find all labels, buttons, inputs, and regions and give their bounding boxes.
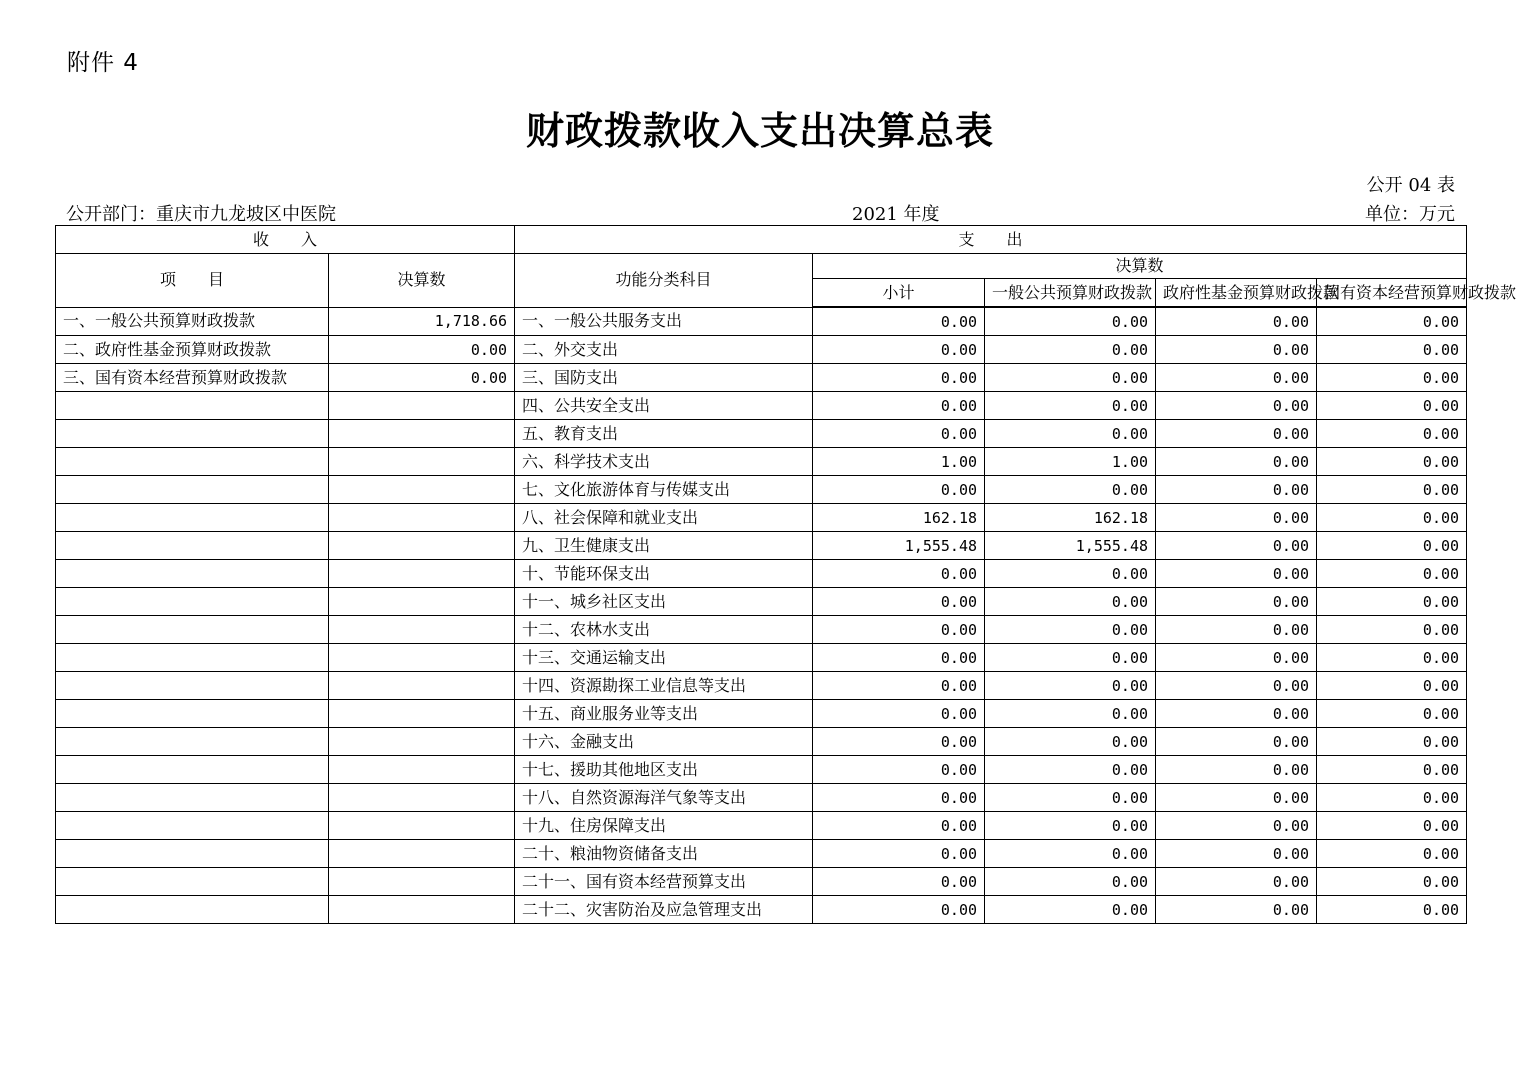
table-row — [56, 840, 1467, 868]
table-row — [56, 644, 1467, 672]
income-item-cell — [56, 644, 329, 672]
table-row — [56, 868, 1467, 896]
income-item-cell — [56, 476, 329, 504]
subtotal-cell: 162.18 — [813, 504, 985, 532]
gov-fund-cell: 0.00 — [1156, 560, 1317, 588]
table-row — [56, 392, 1467, 420]
function-category-cell: 六、科学技术支出 — [515, 448, 813, 476]
general-budget-cell: 0.00 — [985, 336, 1156, 364]
subtotal-cell: 0.00 — [813, 364, 985, 392]
gov-fund-cell: 0.00 — [1156, 307, 1317, 336]
final-accounts-table — [55, 225, 1517, 924]
general-budget-cell: 0.00 — [985, 672, 1156, 700]
page-title: 财政拨款收入支出决算总表 — [525, 108, 994, 153]
function-category-cell: 四、公共安全支出 — [515, 392, 813, 420]
state-capital-cell: 0.00 — [1317, 784, 1467, 812]
general-budget-cell: 162.18 — [985, 504, 1156, 532]
table-row — [56, 896, 1467, 924]
state-capital-cell: 0.00 — [1317, 307, 1467, 336]
subtotal-cell: 0.00 — [813, 616, 985, 644]
gov-fund-cell: 0.00 — [1156, 840, 1317, 868]
general-budget-cell: 1,555.48 — [985, 532, 1156, 560]
state-capital-cell: 0.00 — [1317, 448, 1467, 476]
income-amount-cell — [329, 616, 515, 644]
subtotal-cell: 0.00 — [813, 476, 985, 504]
gov-fund-cell: 0.00 — [1156, 448, 1317, 476]
income-section-header: 收 入 — [56, 226, 515, 254]
income-item-cell — [56, 560, 329, 588]
general-budget-cell: 0.00 — [985, 840, 1156, 868]
income-item-cell — [56, 448, 329, 476]
general-budget-cell: 0.00 — [985, 392, 1156, 420]
state-capital-cell: 0.00 — [1317, 560, 1467, 588]
function-category-cell: 二十一、国有资本经营预算支出 — [515, 868, 813, 896]
income-amount-cell — [329, 532, 515, 560]
gov-fund-cell: 0.00 — [1156, 532, 1317, 560]
function-category-cell: 十四、资源勘探工业信息等支出 — [515, 672, 813, 700]
table-row — [56, 700, 1467, 728]
income-item-cell — [56, 616, 329, 644]
general-budget-cell: 0.00 — [985, 307, 1156, 336]
income-amount-cell — [329, 420, 515, 448]
income-item-cell — [56, 672, 329, 700]
table-row — [56, 448, 1467, 476]
function-category-cell: 二十二、灾害防治及应急管理支出 — [515, 896, 813, 924]
general-budget-cell: 0.00 — [985, 896, 1156, 924]
final-amount-group-header: 决算数 — [813, 254, 1467, 279]
income-item-cell — [56, 392, 329, 420]
gov-fund-cell: 0.00 — [1156, 504, 1317, 532]
gov-fund-cell: 0.00 — [1156, 476, 1317, 504]
table-row — [56, 364, 1467, 392]
attachment-label: 附件 4 — [67, 50, 139, 76]
table-row — [56, 560, 1467, 588]
gov-fund-cell: 0.00 — [1156, 364, 1317, 392]
income-item-cell — [56, 784, 329, 812]
income-amount-cell — [329, 784, 515, 812]
function-category-cell: 二十、粮油物资储备支出 — [515, 840, 813, 868]
gov-fund-cell: 0.00 — [1156, 756, 1317, 784]
income-item-cell — [56, 896, 329, 924]
subtotal-cell: 0.00 — [813, 560, 985, 588]
function-category-cell: 十二、农林水支出 — [515, 616, 813, 644]
function-category-cell: 十九、住房保障支出 — [515, 812, 813, 840]
function-category-column-header: 功能分类科目 — [515, 254, 813, 308]
item-column-header: 项 目 — [56, 254, 329, 308]
state-capital-cell: 0.00 — [1317, 476, 1467, 504]
income-item-cell — [56, 840, 329, 868]
state-capital-cell: 0.00 — [1317, 728, 1467, 756]
gov-fund-cell: 0.00 — [1156, 336, 1317, 364]
gov-fund-column-header: 政府性基金预算财政拨款 — [1156, 279, 1317, 308]
function-category-cell: 十一、城乡社区支出 — [515, 588, 813, 616]
income-item-cell — [56, 728, 329, 756]
state-capital-cell: 0.00 — [1317, 504, 1467, 532]
income-amount-cell — [329, 588, 515, 616]
income-amount-cell — [329, 448, 515, 476]
income-amount-cell — [329, 896, 515, 924]
income-amount-cell: 0.00 — [329, 336, 515, 364]
subtotal-cell: 0.00 — [813, 756, 985, 784]
state-capital-cell: 0.00 — [1317, 392, 1467, 420]
table-row — [56, 812, 1467, 840]
income-item-cell — [56, 700, 329, 728]
gov-fund-cell: 0.00 — [1156, 588, 1317, 616]
gov-fund-cell: 0.00 — [1156, 392, 1317, 420]
state-capital-cell: 0.00 — [1317, 588, 1467, 616]
table-body — [56, 307, 1467, 924]
subtotal-cell: 0.00 — [813, 672, 985, 700]
subtotal-column-header: 小计 — [813, 279, 985, 308]
state-capital-cell: 0.00 — [1317, 700, 1467, 728]
table-row — [56, 756, 1467, 784]
subtotal-cell: 1,555.48 — [813, 532, 985, 560]
state-capital-cell: 0.00 — [1317, 420, 1467, 448]
state-capital-cell: 0.00 — [1317, 756, 1467, 784]
general-budget-cell: 0.00 — [985, 644, 1156, 672]
function-category-cell: 十八、自然资源海洋气象等支出 — [515, 784, 813, 812]
income-amount-cell: 0.00 — [329, 364, 515, 392]
subtotal-cell: 0.00 — [813, 700, 985, 728]
state-capital-cell: 0.00 — [1317, 364, 1467, 392]
general-budget-column-header: 一般公共预算财政拨款 — [985, 279, 1156, 308]
gov-fund-cell: 0.00 — [1156, 868, 1317, 896]
form-code: 公开 04 表 — [1366, 175, 1455, 196]
general-budget-cell: 0.00 — [985, 588, 1156, 616]
function-category-cell: 七、文化旅游体育与传媒支出 — [515, 476, 813, 504]
fiscal-year: 2021 年度 — [852, 204, 940, 225]
income-amount-cell — [329, 392, 515, 420]
state-capital-cell: 0.00 — [1317, 532, 1467, 560]
gov-fund-cell: 0.00 — [1156, 728, 1317, 756]
general-budget-cell: 0.00 — [985, 812, 1156, 840]
state-capital-cell: 0.00 — [1317, 672, 1467, 700]
state-capital-cell: 0.00 — [1317, 812, 1467, 840]
income-amount-cell — [329, 644, 515, 672]
function-category-cell: 十、节能环保支出 — [515, 560, 813, 588]
general-budget-cell: 0.00 — [985, 700, 1156, 728]
income-item-cell — [56, 756, 329, 784]
department-label: 公开部门：重庆市九龙坡区中医院 — [66, 204, 336, 225]
income-amount-cell: 1,718.66 — [329, 307, 515, 336]
subtotal-cell: 0.00 — [813, 812, 985, 840]
subtotal-cell: 0.00 — [813, 644, 985, 672]
subtotal-cell: 0.00 — [813, 588, 985, 616]
income-item-cell — [56, 504, 329, 532]
table-row — [56, 532, 1467, 560]
income-item-cell — [56, 812, 329, 840]
subtotal-cell: 0.00 — [813, 868, 985, 896]
function-category-cell: 十三、交通运输支出 — [515, 644, 813, 672]
unit-label: 单位：万元 — [1365, 204, 1455, 225]
income-amount-cell — [329, 812, 515, 840]
subtotal-cell: 0.00 — [813, 336, 985, 364]
income-item-cell: 三、国有资本经营预算财政拨款 — [56, 364, 329, 392]
state-capital-cell: 0.00 — [1317, 840, 1467, 868]
function-category-cell: 十六、金融支出 — [515, 728, 813, 756]
table-row — [56, 616, 1467, 644]
general-budget-cell: 0.00 — [985, 868, 1156, 896]
general-budget-cell: 0.00 — [985, 476, 1156, 504]
table-row — [56, 672, 1467, 700]
subtotal-cell: 0.00 — [813, 896, 985, 924]
income-amount-cell — [329, 868, 515, 896]
table-row — [56, 420, 1467, 448]
state-capital-column-header: 国有资本经营预算财政拨款 — [1317, 279, 1467, 308]
state-capital-cell: 0.00 — [1317, 616, 1467, 644]
general-budget-cell: 0.00 — [985, 728, 1156, 756]
function-category-cell: 五、教育支出 — [515, 420, 813, 448]
general-budget-cell: 0.00 — [985, 560, 1156, 588]
state-capital-cell: 0.00 — [1317, 644, 1467, 672]
gov-fund-cell: 0.00 — [1156, 812, 1317, 840]
income-item-cell — [56, 588, 329, 616]
general-budget-cell: 0.00 — [985, 784, 1156, 812]
subtotal-cell: 0.00 — [813, 784, 985, 812]
subtotal-cell: 0.00 — [813, 840, 985, 868]
gov-fund-cell: 0.00 — [1156, 644, 1317, 672]
table-row — [56, 336, 1467, 364]
table-row — [56, 307, 1467, 336]
income-amount-column-header: 决算数 — [329, 254, 515, 308]
gov-fund-cell: 0.00 — [1156, 616, 1317, 644]
state-capital-cell: 0.00 — [1317, 896, 1467, 924]
income-item-cell — [56, 420, 329, 448]
function-category-cell: 九、卫生健康支出 — [515, 532, 813, 560]
function-category-cell: 二、外交支出 — [515, 336, 813, 364]
function-category-cell: 一、一般公共服务支出 — [515, 307, 813, 336]
income-amount-cell — [329, 504, 515, 532]
subtotal-cell: 0.00 — [813, 307, 985, 336]
income-amount-cell — [329, 728, 515, 756]
function-category-cell: 十七、援助其他地区支出 — [515, 756, 813, 784]
income-amount-cell — [329, 476, 515, 504]
table-row — [56, 784, 1467, 812]
table-row — [56, 588, 1467, 616]
income-amount-cell — [329, 560, 515, 588]
table-row — [56, 728, 1467, 756]
income-amount-cell — [329, 840, 515, 868]
general-budget-cell: 0.00 — [985, 756, 1156, 784]
subtotal-cell: 0.00 — [813, 728, 985, 756]
gov-fund-cell: 0.00 — [1156, 672, 1317, 700]
income-amount-cell — [329, 756, 515, 784]
gov-fund-cell: 0.00 — [1156, 700, 1317, 728]
subtotal-cell: 1.00 — [813, 448, 985, 476]
income-amount-cell — [329, 700, 515, 728]
subtotal-cell: 0.00 — [813, 420, 985, 448]
table-row — [56, 504, 1467, 532]
income-item-cell: 二、政府性基金预算财政拨款 — [56, 336, 329, 364]
gov-fund-cell: 0.00 — [1156, 784, 1317, 812]
gov-fund-cell: 0.00 — [1156, 420, 1317, 448]
table-row — [56, 476, 1467, 504]
function-category-cell: 三、国防支出 — [515, 364, 813, 392]
income-item-cell — [56, 868, 329, 896]
function-category-cell: 十五、商业服务业等支出 — [515, 700, 813, 728]
expense-section-header: 支 出 — [515, 226, 1467, 254]
general-budget-cell: 0.00 — [985, 364, 1156, 392]
gov-fund-cell: 0.00 — [1156, 896, 1317, 924]
subtotal-cell: 0.00 — [813, 392, 985, 420]
function-category-cell: 八、社会保障和就业支出 — [515, 504, 813, 532]
general-budget-cell: 0.00 — [985, 420, 1156, 448]
general-budget-cell: 0.00 — [985, 616, 1156, 644]
income-item-cell — [56, 532, 329, 560]
income-amount-cell — [329, 672, 515, 700]
state-capital-cell: 0.00 — [1317, 868, 1467, 896]
income-item-cell: 一、一般公共预算财政拨款 — [56, 307, 329, 336]
general-budget-cell: 1.00 — [985, 448, 1156, 476]
state-capital-cell: 0.00 — [1317, 336, 1467, 364]
